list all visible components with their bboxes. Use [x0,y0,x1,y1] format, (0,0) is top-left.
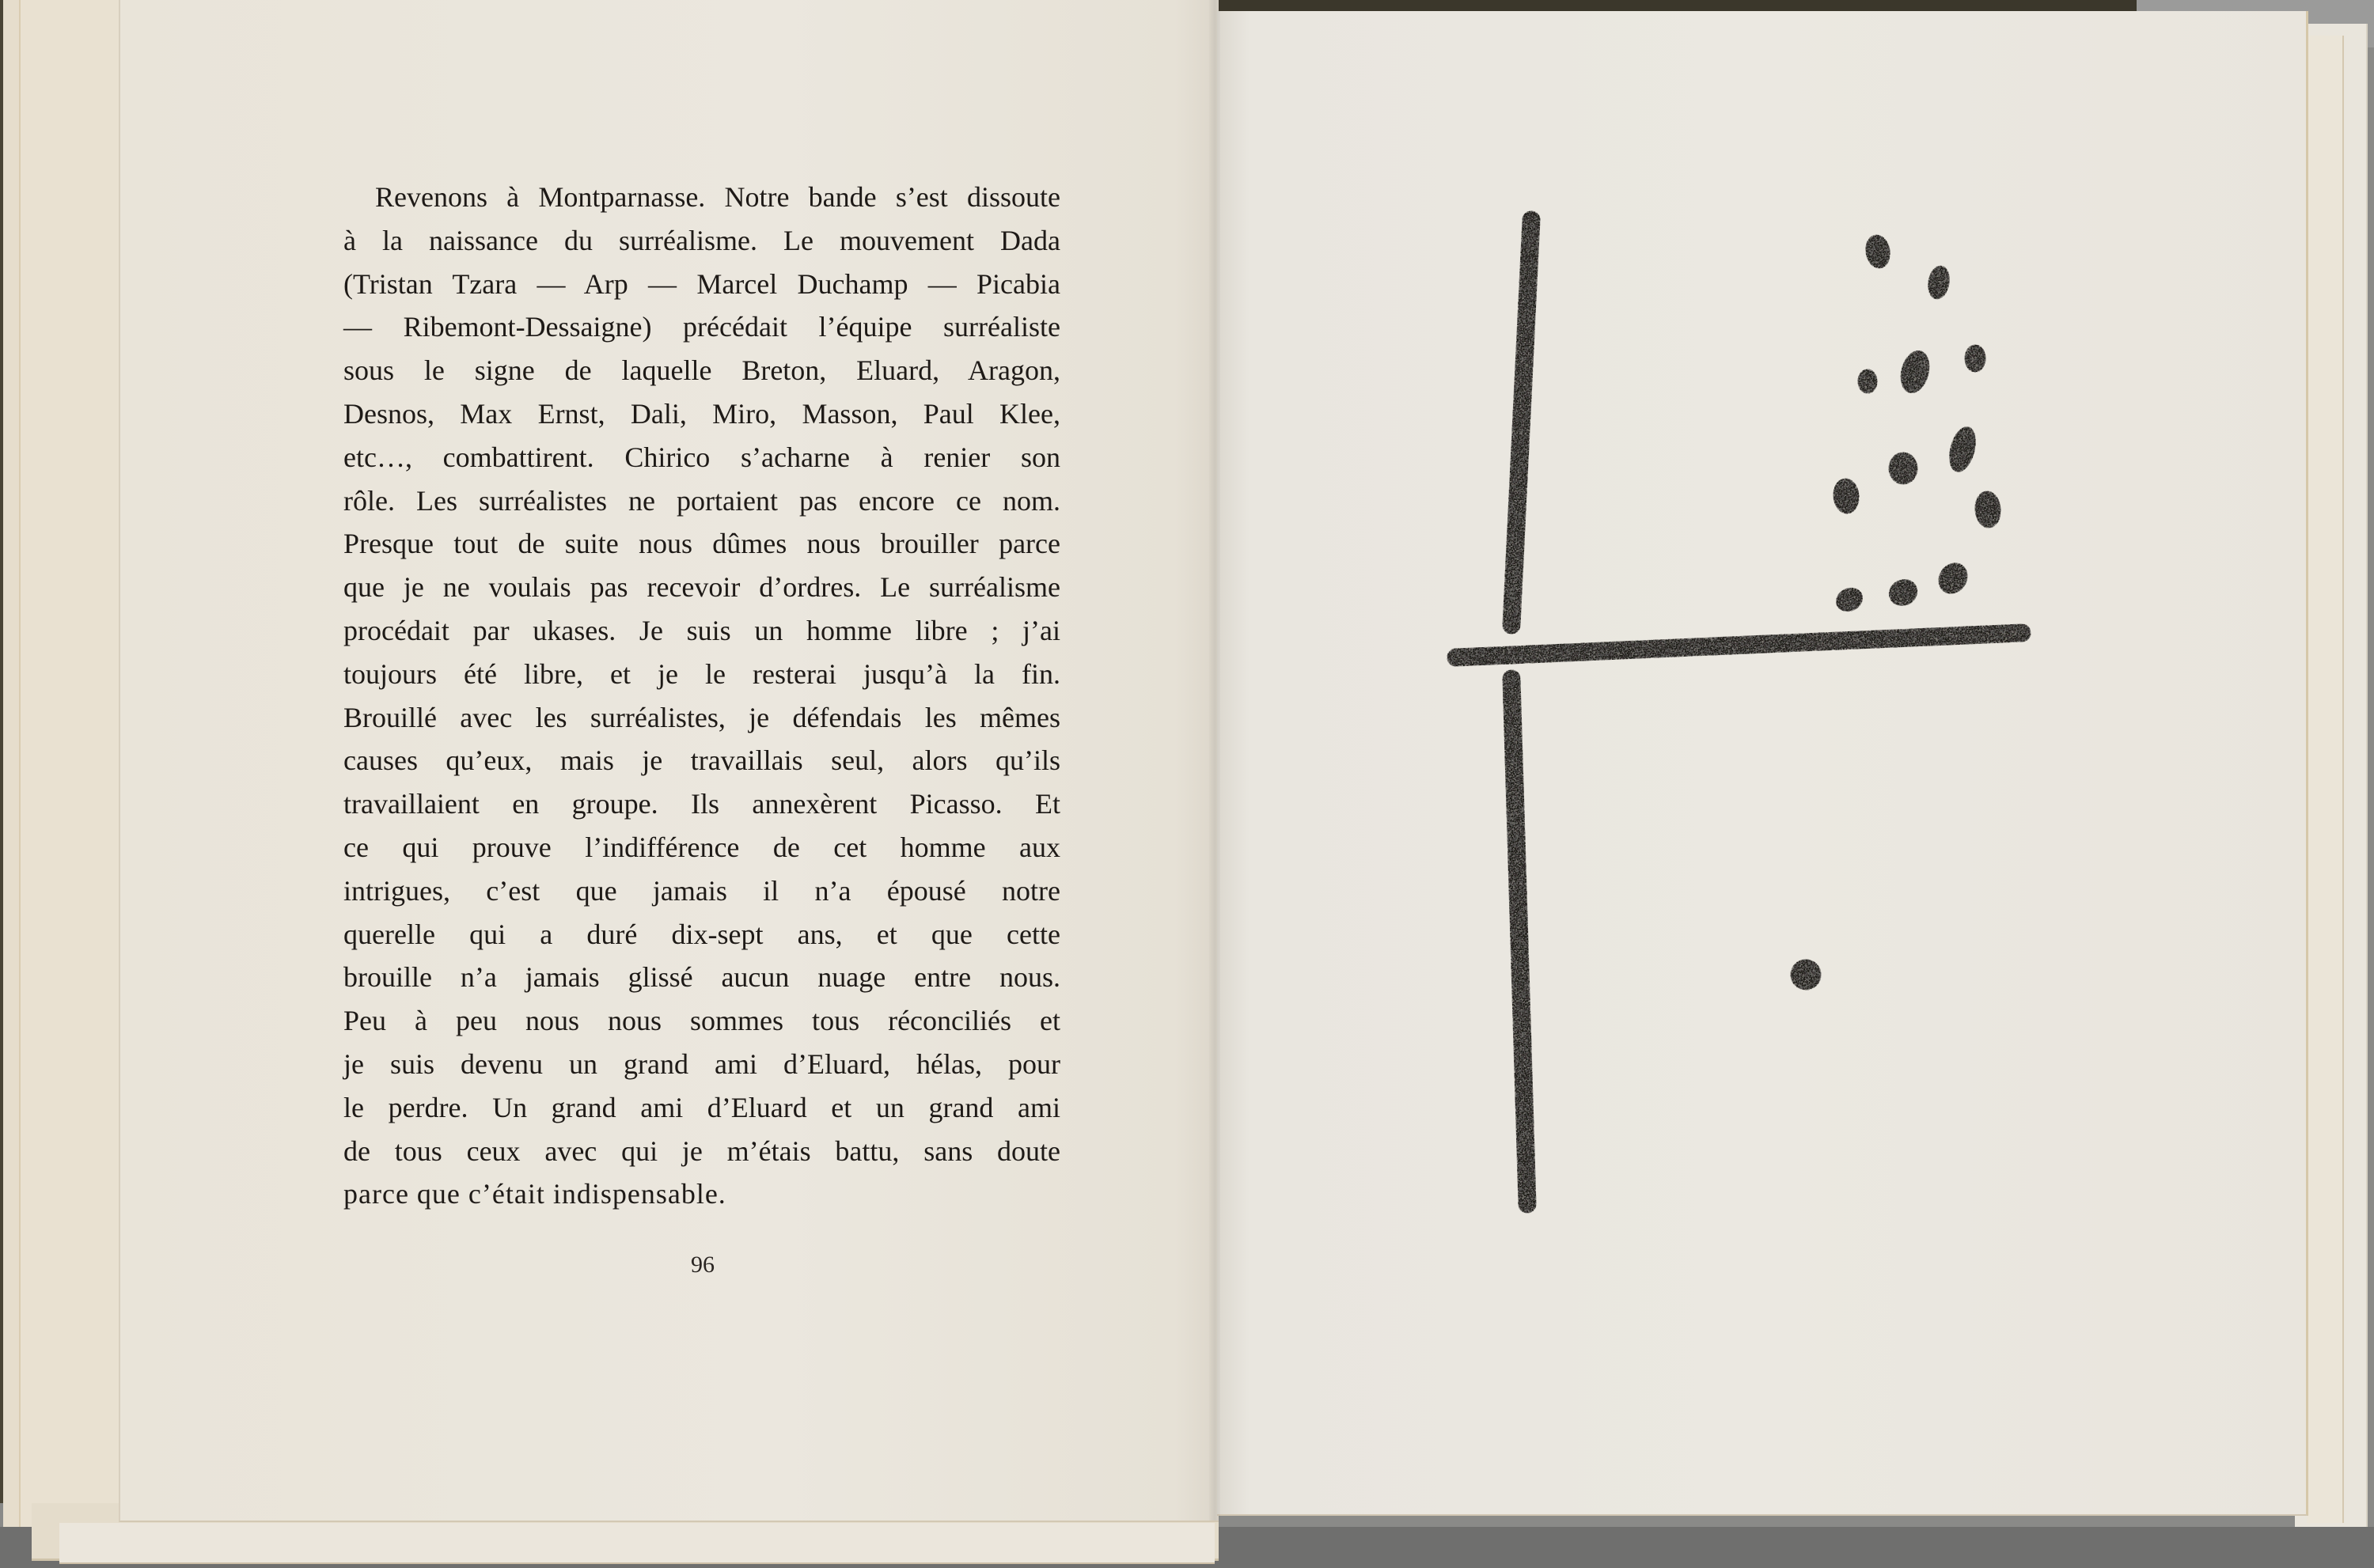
text-line: rôle. Les surréalistes ne portaient pas encore ce nom. [343,484,1060,517]
text-line: que je ne voulais pas recevoir d’ordres. Le surréalisme [343,571,1060,604]
text-line: (Tristan Tzara — Arp — Marcel Duchamp — Picabia [343,267,1060,300]
crayon-dot [1864,233,1893,271]
text-line: intrigues, c’est que jamais il n’a épousé notre [343,874,1060,907]
text-line: etc…, combattirent. Chirico s’acharne à renier son [343,441,1060,473]
page-number: 96 [691,1252,715,1278]
crayon-dot [1926,264,1952,301]
crayon-dot [1974,490,2002,529]
text-line: le perdre. Un grand ami d’Eluard et un grand ami [343,1091,1060,1123]
text-line: travaillaient en groupe. Ils annexèrent Picasso. Et [343,788,1060,820]
text-line: Desnos, Max Ernst, Dali, Miro, Masson, Paul Klee, [343,397,1060,430]
text-line: brouille n’a jamais glissé aucun nuage entre nous. [343,961,1060,994]
text-line: Revenons à Montparnasse. Notre bande s’est dissoute [375,181,1060,213]
text-line: parce que c’était indispensable. [343,1178,726,1210]
crayon-dot [1858,369,1877,393]
crayon-dot [1933,558,1974,599]
text-line: causes qu’eux, mais je travaillais seul, alors qu’ils [343,744,1060,777]
upper-vertical-stroke [1511,220,1531,625]
text-line: Brouillé avec les surréalistes, je défendais les mêmes [343,701,1060,733]
text-line: sous le signe de laquelle Breton, Eluard, Aragon, [343,354,1060,387]
crayon-dot [1833,584,1867,615]
text-line: querelle qui a duré dix-sept ans, et que cette [343,918,1060,950]
crayon-dot [1885,575,1921,610]
crayon-dot [1791,960,1821,990]
text-line: Presque tout de suite nous dûmes nous brouiller parce [343,528,1060,560]
text-line: je suis devenu un grand ami d’Eluard, hélas, pour [343,1047,1060,1080]
horizontal-stroke [1456,633,2022,657]
crayon-dot [1889,453,1917,484]
lower-vertical-stroke [1511,679,1527,1204]
crayon-dot [1965,345,1985,372]
text-line: — Ribemont-Dessaigne) précédait l’équipe surréaliste [343,311,1060,343]
crayon-dot [1897,348,1934,396]
text-line: Peu à peu nous nous sommes tous réconciliés et [343,1005,1060,1037]
text-line: à la naissance du surréalisme. Le mouvement Dada [343,224,1060,256]
text-line: procédait par ukases. Je suis un homme libre ; j’ai [343,614,1060,646]
text-line: ce qui prouve l’indifférence de cet homme aux [343,831,1060,863]
text-line: toujours été libre, et je le resterai jusqu’à la fin. [343,657,1060,690]
crayon-dot [1832,478,1860,515]
crayon-dot [1945,424,1980,475]
text-line: de tous ceux avec qui je m’étais battu, sans doute [343,1134,1060,1167]
